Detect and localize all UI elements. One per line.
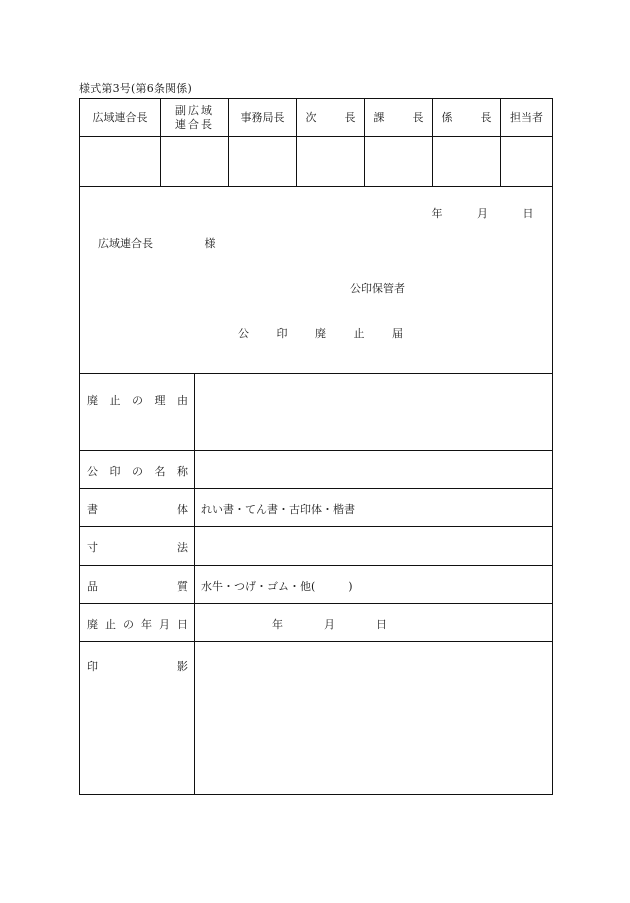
form-number-label: 様式第3号(第6条関係) bbox=[79, 82, 192, 95]
seal-name-field[interactable] bbox=[195, 451, 552, 488]
detail-label-reason-char: 廃 bbox=[87, 394, 98, 407]
approval-header-person-in-charge bbox=[501, 99, 552, 136]
date-month-label: 月 bbox=[477, 207, 489, 220]
detail-row-dimensions bbox=[80, 527, 552, 566]
detail-label-seal-name-char: 公 bbox=[87, 465, 98, 478]
detail-label-typeface-char: 体 bbox=[177, 503, 188, 516]
detail-label-reason-char: 由 bbox=[177, 394, 188, 407]
detail-row-seal-name bbox=[80, 451, 552, 489]
detail-label-dimensions-char: 法 bbox=[177, 541, 188, 554]
stamp-box-secretary-general[interactable] bbox=[229, 137, 297, 186]
detail-label-reason-char: 理 bbox=[154, 394, 166, 407]
detail-label-material-char: 品 bbox=[87, 580, 98, 593]
approval-header-section-chief bbox=[365, 99, 433, 136]
approval-header-chairman-label: 広域連合長 bbox=[92, 110, 148, 124]
approval-stamp-row bbox=[80, 137, 552, 187]
document-title-char-5: 届 bbox=[392, 327, 403, 340]
abolition-date-field[interactable] bbox=[195, 604, 552, 641]
detail-label-abolition-date bbox=[80, 604, 195, 641]
detail-label-seal-name-char: 名 bbox=[154, 465, 166, 478]
detail-label-seal-impression-char: 印 bbox=[87, 660, 98, 673]
detail-label-abolition-date-char: 月 bbox=[159, 618, 170, 631]
detail-label-seal-impression-char: 影 bbox=[177, 660, 188, 673]
detail-row-reason bbox=[80, 374, 552, 451]
detail-label-typeface-char: 書 bbox=[87, 503, 98, 516]
reason-field[interactable] bbox=[195, 374, 552, 450]
approval-header-section-chief-char2: 長 bbox=[412, 110, 424, 124]
detail-label-dimensions bbox=[80, 527, 195, 565]
document-title bbox=[238, 325, 403, 341]
detail-label-material bbox=[80, 566, 195, 603]
detail-label-seal-impression bbox=[80, 642, 195, 794]
document-title-char-2: 印 bbox=[276, 327, 288, 340]
abolition-date-day-label: 日 bbox=[376, 618, 387, 631]
document-title-char-4: 止 bbox=[353, 327, 365, 340]
material-options: 水牛・つげ・ゴム・他( ) bbox=[201, 580, 353, 593]
detail-label-reason bbox=[80, 374, 195, 450]
submission-date[interactable] bbox=[432, 205, 535, 221]
approval-header-vice-chairman-line2: 連合長 bbox=[175, 117, 214, 131]
document-title-char-3: 廃 bbox=[315, 327, 326, 340]
document-title-char-1: 公 bbox=[238, 327, 249, 340]
approval-header-unit-chief bbox=[433, 99, 501, 136]
approval-header-vice-chairman-line1: 副広域 bbox=[175, 103, 214, 117]
addressee-honorific: 様 bbox=[204, 237, 216, 250]
material-field[interactable] bbox=[195, 566, 552, 603]
stamp-box-person-in-charge[interactable] bbox=[501, 137, 552, 186]
approval-header-unit-chief-char2: 長 bbox=[480, 110, 492, 124]
detail-label-seal-name-char: 印 bbox=[109, 465, 121, 478]
approval-header-secretary-general bbox=[229, 99, 297, 136]
approval-header-vice-chairman bbox=[161, 99, 229, 136]
notification-form bbox=[79, 98, 553, 795]
approval-header-row bbox=[80, 99, 552, 137]
detail-label-dimensions-char: 寸 bbox=[87, 541, 98, 554]
approval-header-section-chief-char1: 課 bbox=[373, 110, 385, 124]
abolition-date-month-label: 月 bbox=[324, 618, 335, 631]
approval-header-deputy-char1: 次 bbox=[305, 110, 317, 124]
stamp-box-deputy[interactable] bbox=[297, 137, 365, 186]
detail-label-seal-name-char: 称 bbox=[177, 465, 188, 478]
typeface-field[interactable] bbox=[195, 489, 552, 526]
stamp-box-vice-chairman[interactable] bbox=[161, 137, 229, 186]
detail-label-reason-char: の bbox=[132, 394, 143, 407]
stamp-box-section-chief[interactable] bbox=[365, 137, 433, 186]
detail-label-seal-name-char: の bbox=[132, 465, 143, 478]
seal-impression-field[interactable] bbox=[195, 642, 552, 794]
approval-header-deputy-char2: 長 bbox=[344, 110, 356, 124]
approval-header-deputy bbox=[297, 99, 365, 136]
stamp-box-chairman[interactable] bbox=[80, 137, 161, 186]
approval-header-person-in-charge-label: 担当者 bbox=[510, 110, 543, 124]
detail-row-typeface bbox=[80, 489, 552, 527]
detail-label-abolition-date-char: 止 bbox=[105, 618, 116, 631]
date-year-label: 年 bbox=[431, 207, 443, 220]
date-day-label: 日 bbox=[522, 207, 534, 220]
abolition-date-year-label: 年 bbox=[272, 618, 283, 631]
detail-label-material-char: 質 bbox=[177, 580, 188, 593]
approval-header-chairman bbox=[80, 99, 161, 136]
detail-label-typeface bbox=[80, 489, 195, 526]
typeface-options: れい書・てん書・古印体・楷書 bbox=[201, 503, 355, 516]
approval-header-secretary-general-label: 事務局長 bbox=[240, 110, 285, 124]
stamp-box-unit-chief[interactable] bbox=[433, 137, 501, 186]
detail-label-seal-name bbox=[80, 451, 195, 488]
approval-header-unit-chief-char1: 係 bbox=[441, 110, 453, 124]
addressee bbox=[98, 235, 216, 251]
detail-label-abolition-date-char: 廃 bbox=[87, 618, 98, 631]
detail-label-abolition-date-char: の bbox=[123, 618, 134, 631]
detail-row-seal-impression bbox=[80, 642, 552, 794]
detail-label-reason-char: 止 bbox=[109, 394, 121, 407]
seal-custodian-label: 公印保管者 bbox=[350, 282, 405, 295]
detail-label-abolition-date-char: 年 bbox=[141, 618, 152, 631]
detail-row-material bbox=[80, 566, 552, 604]
addressee-name: 広域連合長 bbox=[98, 237, 153, 250]
letter-area bbox=[80, 187, 552, 374]
dimensions-field[interactable] bbox=[195, 527, 552, 565]
detail-label-abolition-date-char: 日 bbox=[177, 618, 188, 631]
detail-row-abolition-date bbox=[80, 604, 552, 642]
